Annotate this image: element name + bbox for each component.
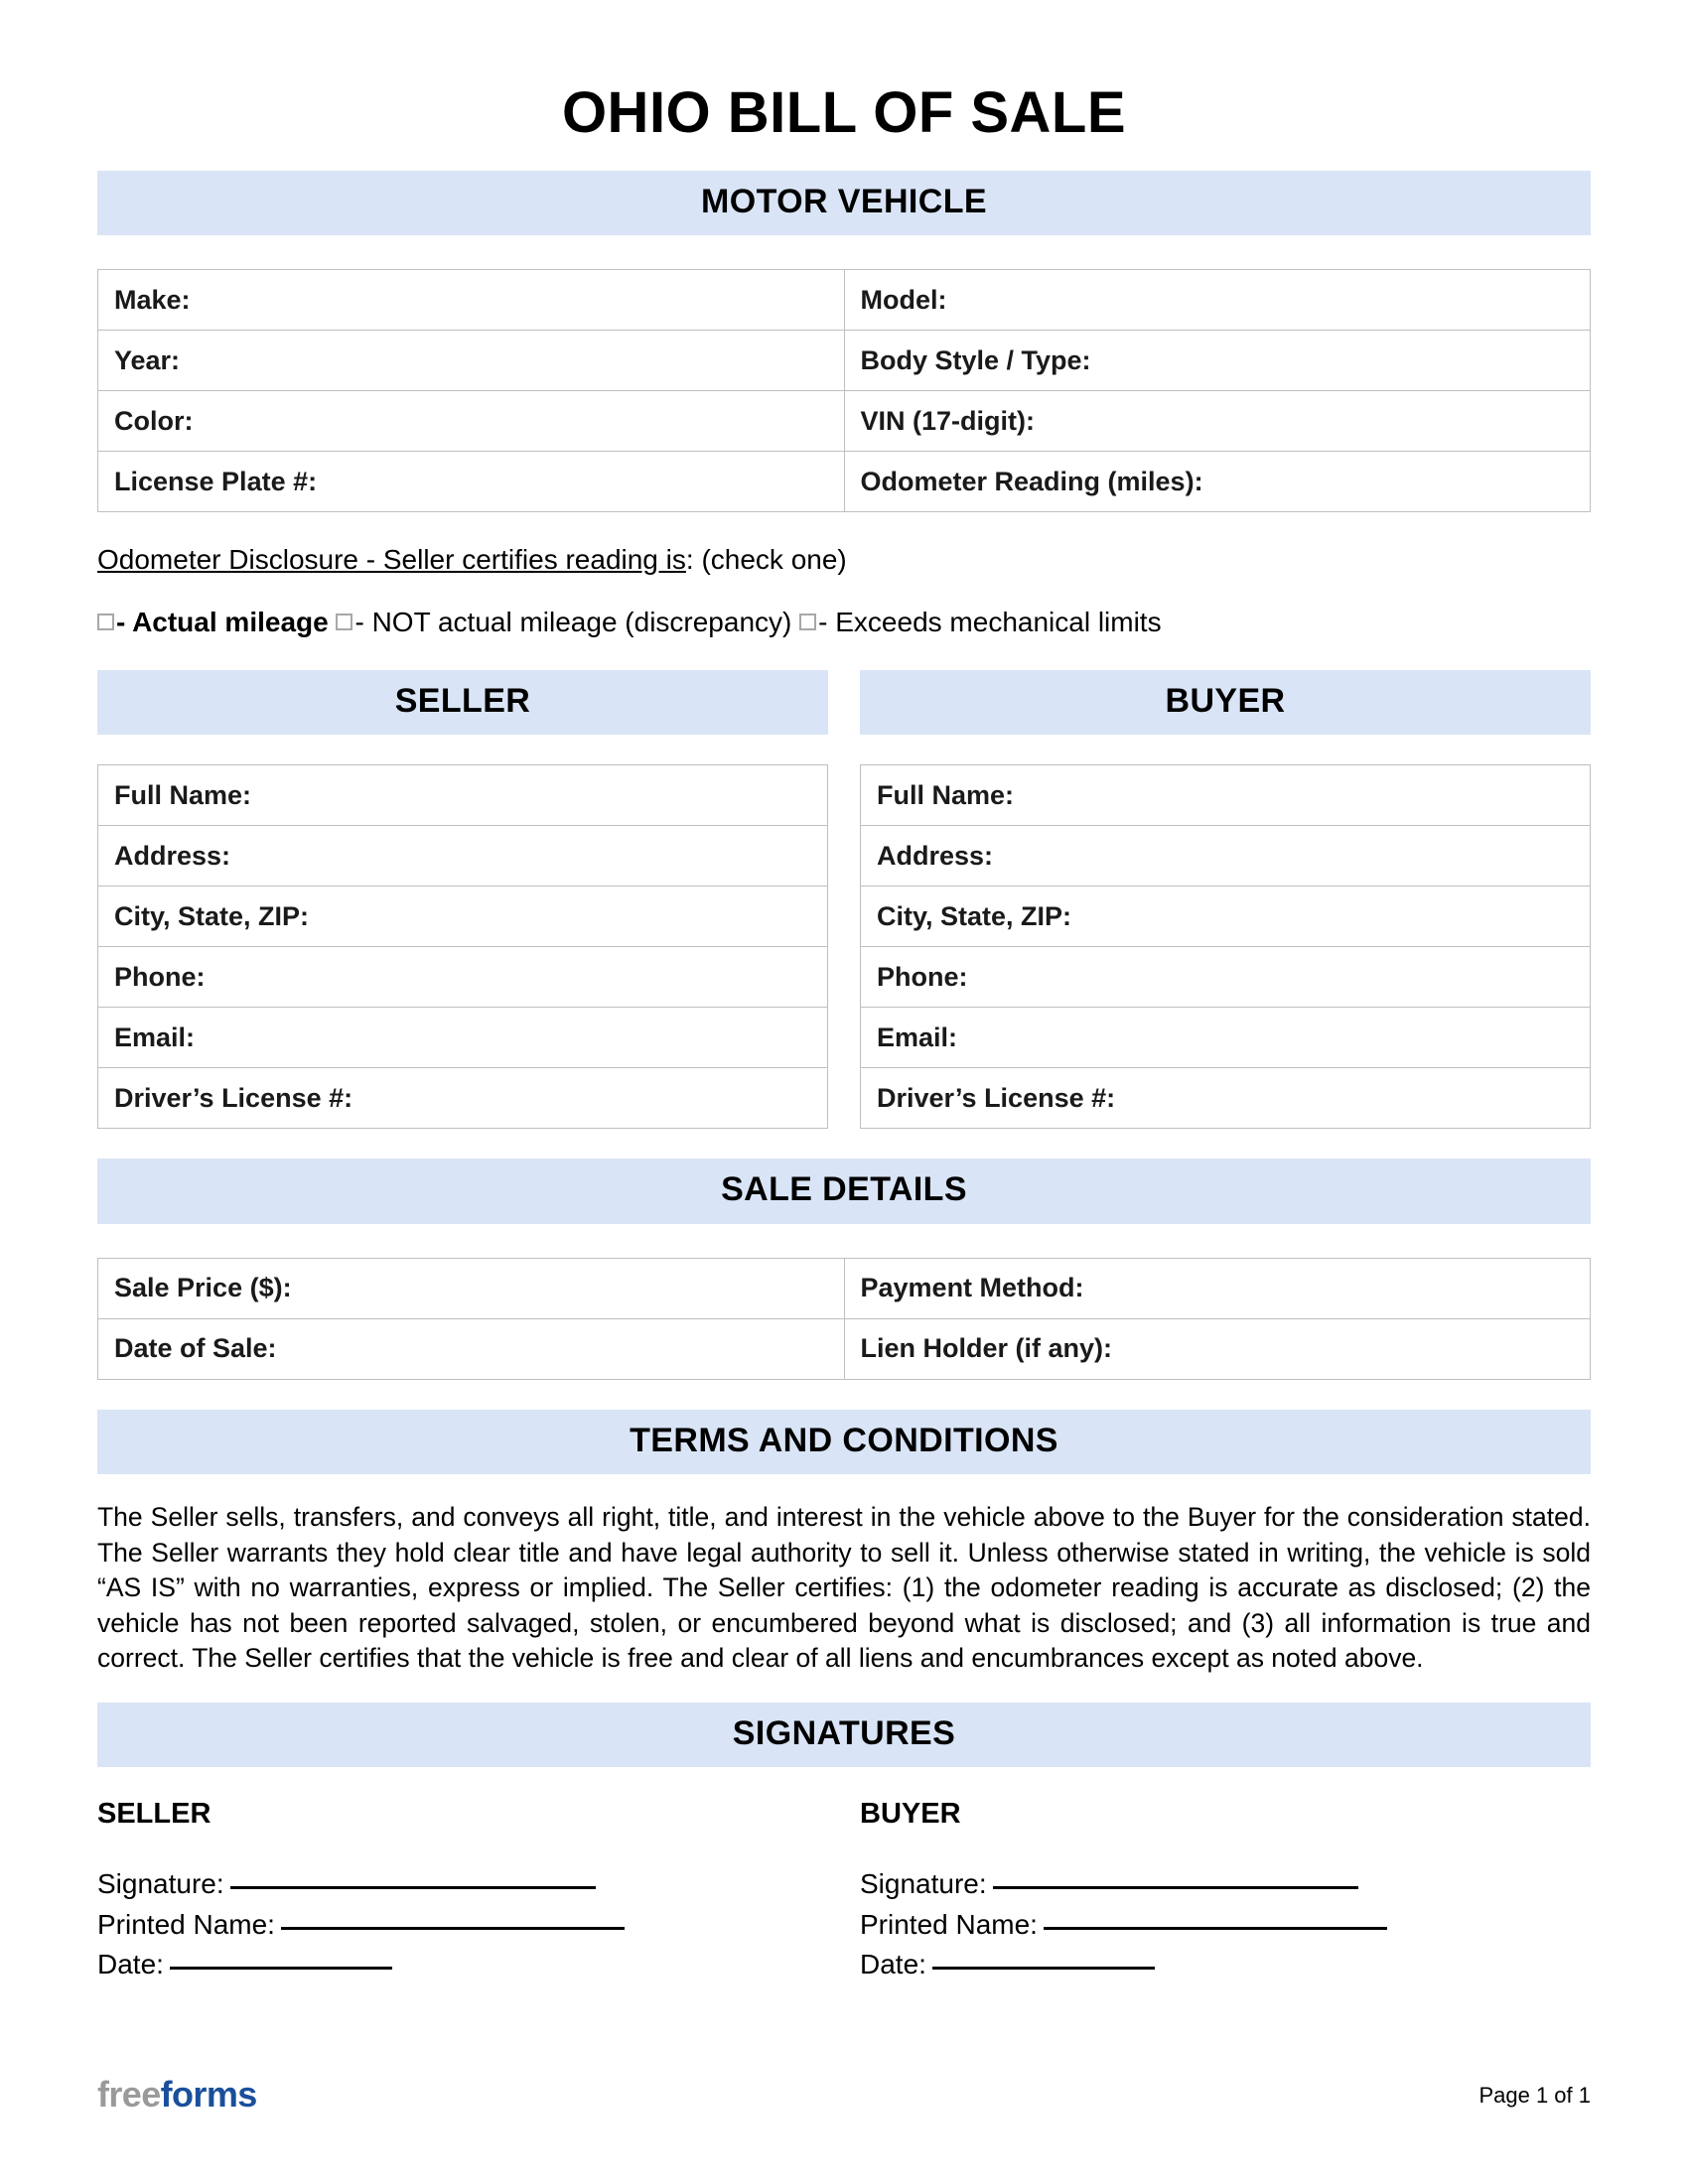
seller-field-full-name[interactable]: Full Name: xyxy=(98,765,828,826)
seller-date-rule[interactable] xyxy=(170,1967,392,1970)
seller-date-label: Date: xyxy=(97,1949,164,1980)
buyer-field-address[interactable]: Address: xyxy=(861,826,1591,887)
seller-field-email[interactable]: Email: xyxy=(98,1008,828,1068)
table-row xyxy=(861,765,1591,826)
field-label-year[interactable]: Year: xyxy=(98,331,845,391)
buyer-printed-name-label: Printed Name: xyxy=(860,1908,1038,1940)
buyer-date-rule[interactable] xyxy=(932,1967,1155,1970)
seller-field-phone[interactable]: Phone: xyxy=(98,947,828,1008)
table-row xyxy=(98,765,828,826)
freeforms-logo xyxy=(97,2074,257,2115)
buyer-field-full-name[interactable]: Full Name: xyxy=(861,765,1591,826)
seller-printed-name-label: Printed Name: xyxy=(97,1908,275,1940)
section-header-seller: SELLER xyxy=(97,670,828,735)
buyer-fields-table xyxy=(860,764,1591,1129)
option-label-exceeds-mechanical-limits: - Exceeds mechanical limits xyxy=(818,606,1162,637)
table-row xyxy=(861,1008,1591,1068)
table-row xyxy=(98,1068,828,1129)
seller-signature-role-label: SELLER xyxy=(97,1798,211,1831)
field-label-odometer-reading[interactable]: Odometer Reading (miles): xyxy=(844,452,1591,512)
field-label-license-plate[interactable]: License Plate #: xyxy=(98,452,845,512)
buyer-fields-column xyxy=(860,764,1591,1129)
buyer-date-label: Date: xyxy=(860,1949,926,1980)
buyer-field-email[interactable]: Email: xyxy=(861,1008,1591,1068)
section-header-buyer: BUYER xyxy=(860,670,1591,735)
seller-date-line xyxy=(97,1945,828,1985)
seller-band-wrapper xyxy=(97,670,828,735)
section-header-motor-vehicle: MOTOR VEHICLE xyxy=(97,171,1591,235)
section-header-terms-and-conditions: TERMS AND CONDITIONS xyxy=(97,1410,1591,1474)
table-row xyxy=(98,452,1591,512)
odometer-options-row xyxy=(97,579,1591,640)
seller-signature-line xyxy=(97,1864,828,1905)
table-row xyxy=(98,1318,1591,1379)
page-title: OHIO BILL OF SALE xyxy=(561,80,1127,145)
field-label-model[interactable]: Model: xyxy=(844,270,1591,331)
checkbox-exceeds-mechanical-limits[interactable] xyxy=(799,614,816,630)
seller-signature-rule[interactable] xyxy=(230,1886,596,1889)
buyer-printed-name-rule[interactable] xyxy=(1044,1927,1387,1930)
buyer-field-phone[interactable]: Phone: xyxy=(861,947,1591,1008)
table-row xyxy=(98,947,828,1008)
seller-field-city-state-zip[interactable]: City, State, ZIP: xyxy=(98,887,828,947)
seller-fields-table xyxy=(97,764,828,1129)
table-row xyxy=(98,270,1591,331)
option-label-actual-mileage: - Actual mileage xyxy=(116,606,329,637)
table-row xyxy=(98,391,1591,452)
table-row xyxy=(98,1258,1591,1318)
table-row xyxy=(98,826,828,887)
page-number: Page 1 of 1 xyxy=(1478,2083,1591,2108)
signatures-columns xyxy=(97,1767,1591,1985)
field-label-payment-method[interactable]: Payment Method: xyxy=(844,1258,1591,1318)
seller-printed-name-line xyxy=(97,1905,828,1946)
field-label-lien-holder[interactable]: Lien Holder (if any): xyxy=(844,1318,1591,1379)
buyer-date-line xyxy=(860,1945,1591,1985)
parties-fields-row xyxy=(97,764,1591,1129)
buyer-printed-name-line xyxy=(860,1905,1591,1946)
logo-text-forms: forms xyxy=(160,2074,257,2115)
odometer-disclosure-heading xyxy=(97,512,1591,578)
seller-signature-block xyxy=(97,1799,828,1985)
parties-band-row xyxy=(97,670,1591,735)
buyer-signature-rule[interactable] xyxy=(993,1886,1358,1889)
buyer-band-wrapper xyxy=(860,670,1591,735)
buyer-signature-block xyxy=(860,1799,1591,1985)
odometer-disclosure-check-one: : (check one) xyxy=(685,544,847,576)
buyer-signature-role-label: BUYER xyxy=(860,1798,961,1831)
table-row xyxy=(861,1068,1591,1129)
checkbox-not-actual-mileage[interactable] xyxy=(336,614,352,630)
checkbox-actual-mileage[interactable] xyxy=(97,614,114,630)
buyer-field-drivers-license[interactable]: Driver’s License #: xyxy=(861,1068,1591,1129)
table-row xyxy=(98,331,1591,391)
option-label-not-actual-mileage: - NOT actual mileage (discrepancy) xyxy=(354,606,792,637)
table-row xyxy=(98,887,828,947)
buyer-signature-line xyxy=(860,1864,1591,1905)
field-label-date-of-sale[interactable]: Date of Sale: xyxy=(98,1318,845,1379)
field-label-color[interactable]: Color: xyxy=(98,391,845,452)
field-label-vin[interactable]: VIN (17-digit): xyxy=(844,391,1591,452)
vehicle-fields-table xyxy=(97,269,1591,512)
logo-text-free: free xyxy=(97,2074,161,2115)
odometer-disclosure-underlined-text: Odometer Disclosure - Seller certifies reading is xyxy=(97,544,686,576)
seller-signature-label: Signature: xyxy=(97,1867,224,1899)
field-label-body-style[interactable]: Body Style / Type: xyxy=(844,331,1591,391)
table-row xyxy=(861,947,1591,1008)
buyer-signature-label: Signature: xyxy=(860,1867,987,1899)
buyer-field-city-state-zip[interactable]: City, State, ZIP: xyxy=(861,887,1591,947)
section-header-signatures: SIGNATURES xyxy=(97,1703,1591,1767)
table-row xyxy=(98,1008,828,1068)
table-row xyxy=(861,826,1591,887)
seller-printed-name-rule[interactable] xyxy=(281,1927,625,1930)
sale-details-table xyxy=(97,1258,1591,1380)
section-header-sale-details: SALE DETAILS xyxy=(97,1159,1591,1223)
seller-fields-column xyxy=(97,764,828,1129)
field-label-make[interactable]: Make: xyxy=(98,270,845,331)
page-footer xyxy=(97,2074,1591,2115)
seller-field-address[interactable]: Address: xyxy=(98,826,828,887)
field-label-sale-price[interactable]: Sale Price ($): xyxy=(98,1258,845,1318)
terms-paragraph: The Seller sells, transfers, and conveys all right, title, and interest in the vehicle above to the Buyer for the consideration stated. The Seller warrants they hold clear title and have legal authority to sell it. Unless otherwise stated in writing, the vehicle is sold “AS IS” with no warranties, express or implied. The Seller certifies: (1) the odometer reading is accurate as disclosed; (2) the vehicle has not been reported salvaged, stolen, or encumbered beyond what is disclosed; and (3) all information is true and correct. The Seller certifies that the vehicle is free and clear of all liens and encumbrances except as noted above. xyxy=(97,1502,1591,1674)
table-row xyxy=(861,887,1591,947)
seller-field-drivers-license[interactable]: Driver’s License #: xyxy=(98,1068,828,1129)
